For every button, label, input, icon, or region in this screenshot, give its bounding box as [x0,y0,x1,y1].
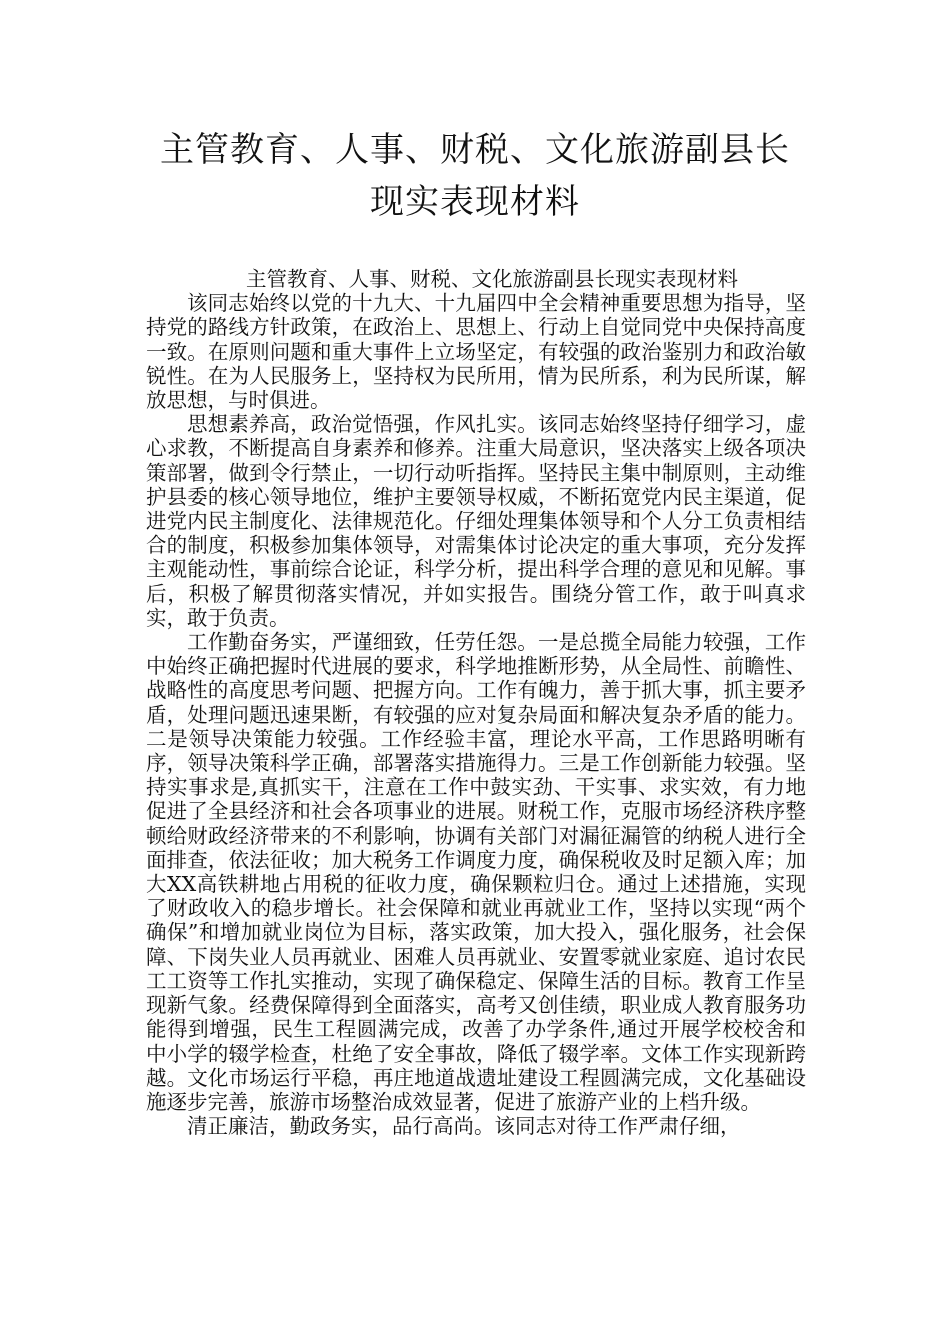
paragraph-4: 清正廉洁，勤政务实，品行高尚。该同志对待工作严肃仔细， [187,1114,741,1139]
paragraph-2: 思想素养高，政治觉悟强，作风扎实。该同志始终坚持仔细学习，虚心求教，不断提高自身素养和修养。注重大局意识，坚决落实上级各项决策部署，做到令行禁止，一切行动听指挥。坚持民主集中制原则，主动维护县委的核心领导地位，维护主要领导权威，不断拓宽党内民主渠道，促进党内民主制度化、法律规范化。仔细处理集体领导和个人分工负责相结合的制度，积极参加集体领导，对需集体讨论决定的重大事项，充分发挥主观能动性，事前综合论证，科学分析，提出科学合理的意见和见解。事后，积极了解贯彻落实情况，并如实报告。围绕分管工作，敢于叫真求实，敢于负责。 [146,412,806,630]
paragraph-1: 该同志始终以党的十九大、十九届四中全会精神重要思想为指导，坚持党的路线方针政策，在政治上、思想上、行动上自觉同党中央保持高度一致。在原则问题和重大事件上立场坚定，有较强的政治鉴别力和政治敏锐性。在为人民服务上，坚持权为民所用，情为民所系，利为民所谋，解放思想，与时俱进。 [146,291,806,413]
document-body [146,267,806,1138]
document-subtitle: 主管教育、人事、财税、文化旅游副县长现实表现材料 [246,267,738,291]
document-title [100,124,850,228]
paragraph-3: 工作勤奋务实，严谨细致，任劳任怨。一是总揽全局能力较强，工作中始终正确把握时代进展的要求，科学地推断形势，从全局性、前瞻性、战略性的高度思考问题、把握方向。工作有魄力，善于抓大事，抓主要矛盾，处理问题迅速果断，有较强的应对复杂局面和解决复杂矛盾的能力。二是领导决策能力较强。工作经验丰富，理论水平高，工作思路明晰有序，领导决策科学正确，部署落实措施得力。三是工作创新能力较强。坚持实事求是,真抓实干，注意在工作中鼓实劲、干实事、求实效，有力地促进了全县经济和社会各项事业的进展。财税工作，克服市场经济秩序整顿给财政经济带来的不利影响，协调有关部门对漏征漏管的纳税人进行全面排查，依法征收；加大税务工作调度力度，确保税收及时足额入库；加大XX高铁耕地占用税的征收力度，确保颗粒归仓。通过上述措施，实现了财政收入的稳步增长。社会保障和就业再就业工作，坚持以实现“两个确保”和增加就业岗位为目标，落实政策，加大投入，强化服务，社会保障、下岗失业人员再就业、困难人员再就业、安置零就业家庭、追讨农民工工资等工作扎实推动，实现了确保稳定、保障生活的目标。教育工作呈现新气象。经费保障得到全面落实，高考又创佳绩，职业成人教育服务功能得到增强，民生工程圆满完成，改善了办学条件,通过开展学校校舍和中小学的辍学检查，杜绝了安全事故，降低了辍学率。文体工作实现新跨越。文化市场运行平稳，再庄地道战遗址建设工程圆满完成，文化基础设施逐步完善，旅游市场整治成效显著，促进了旅游产业的上档升级。 [146,630,806,1114]
title-line-1: 主管教育、人事、财税、文化旅游副县长 [160,130,790,170]
title-line-2: 现实表现材料 [370,182,580,222]
